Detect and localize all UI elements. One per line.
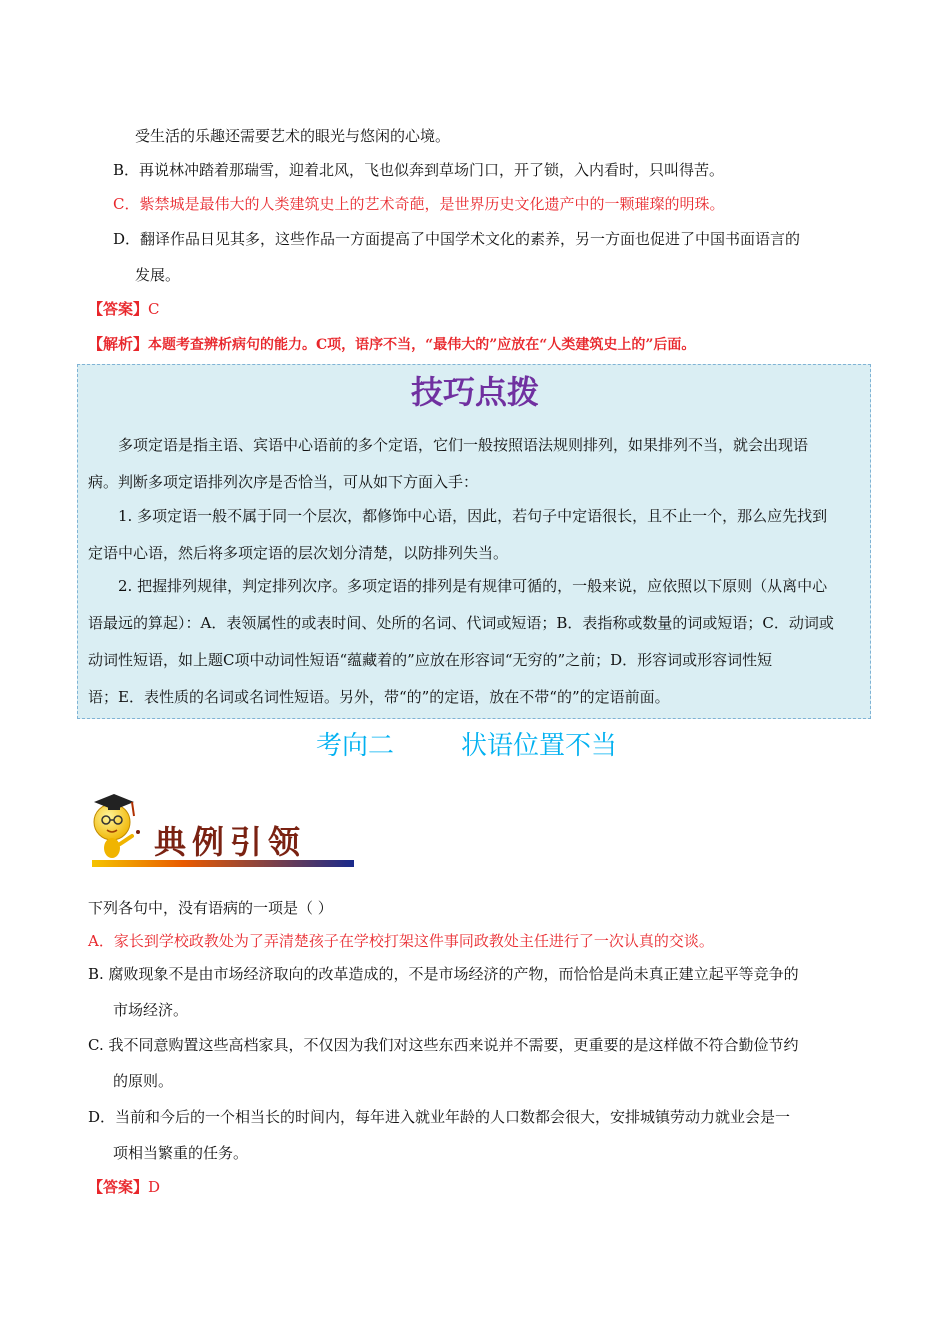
option-a-continuation: 受生活的乐趣还需要艺术的眼光与悠闲的心境。 [135,127,451,145]
tips-line-4: 定语中心语，然后将多项定语的层次划分清楚，以防排列失当。 [88,544,509,562]
question-stem: 下列各句中，没有语病的一项是（ ） [88,899,333,917]
question-option-d-line2: 项相当繁重的任务。 [113,1144,249,1162]
analysis-text: 本题考查辨析病句的能力。C项，语序不当，“最伟大的”应放在“人类建筑史上的”后面。 [148,337,696,353]
question-option-a: A．家长到学校政教处为了弄清楚孩子在学校打架这件事同政教处主任进行了一次认真的交谈。 [88,932,714,950]
option-b: B．再说林冲踏着那瑞雪，迎着北风，飞也似奔到草场门口，开了锁，入内看时，只叫得苦。 [113,161,725,179]
option-d-line1: D．翻译作品日见其多，这些作品一方面提高了中国学术文化的素养，另一方面也促进了中国书面语言的 [113,230,801,248]
answer-label-2: 【答案】 [88,1178,149,1196]
question-option-c-line1: C. 我不同意购置这些高档家具，不仅因为我们对这些东西来说并不需要，更重要的是这样做不符合勤俭节约 [88,1036,799,1054]
answer-value: C [148,300,160,318]
answer-row-2 [88,1177,160,1197]
analysis-row [88,334,695,355]
tips-line-2: 病。判断多项定语排列次序是否恰当，可从如下方面入手： [88,473,479,491]
answer-label: 【答案】 [88,300,149,318]
option-d-line2: 发展。 [135,266,181,284]
tips-line-7: 动词性短语，如上题C项中动词性短语“蕴藏着的”应放在形容词“无穷的”之前；D．形容词或形容词性短 [88,651,773,669]
tips-line-5: 2. 把握排列规律，判定排列次序。多项定语的排列是有规律可循的，一般来说，应依照以下原则（从离中心 [118,577,828,595]
section-title: 状语位置不当 [461,731,618,761]
tips-line-3: 1. 多项定语一般不属于同一个层次，都修饰中心语，因此，若句子中定语很长，且不止一个，那么应先找到 [118,507,828,525]
tips-line-6: 语最远的算起）：A．表领属性的或表时间、处所的名词、代词或短语；B．表指称或数量的词或短语；C．动词或 [88,614,834,632]
question-option-b-line2: 市场经济。 [113,1001,189,1019]
analysis-label: 【解析】 [88,335,149,353]
banner-text: 典例引领 [154,823,307,861]
tips-line-1: 多项定语是指主语、宾语中心语前的多个定语，它们一般按照语法规则排列，如果排列不当，就会出现语 [118,436,809,454]
example-banner [88,788,358,868]
section-number: 考向二 [316,731,395,761]
answer-row-1 [88,299,160,319]
tips-line-8: 语；E．表性质的名词或名词性短语。另外，带“的”的定语，放在不带“的”的定语前面。 [88,688,670,706]
answer-value-2: D [148,1178,161,1196]
tips-title: 技巧点拨 [410,373,539,411]
question-option-d-line1: D．当前和今后的一个相当长的时间内，每年进入就业年龄的人口数都会很大，安排城镇劳动力就业会是一 [88,1108,791,1126]
question-option-c-line2: 的原则。 [113,1072,174,1090]
option-c-highlight: C．紫禁城是最伟大的人类建筑史上的艺术奇葩，是世界历史文化遗产中的一颗璀璨的明珠。 [113,195,725,213]
section-heading [0,728,950,764]
question-option-b-line1: B. 腐败现象不是由市场经济取向的改革造成的，不是市场经济的产物，而恰恰是尚未真正建立起平等竞争的 [88,965,799,983]
